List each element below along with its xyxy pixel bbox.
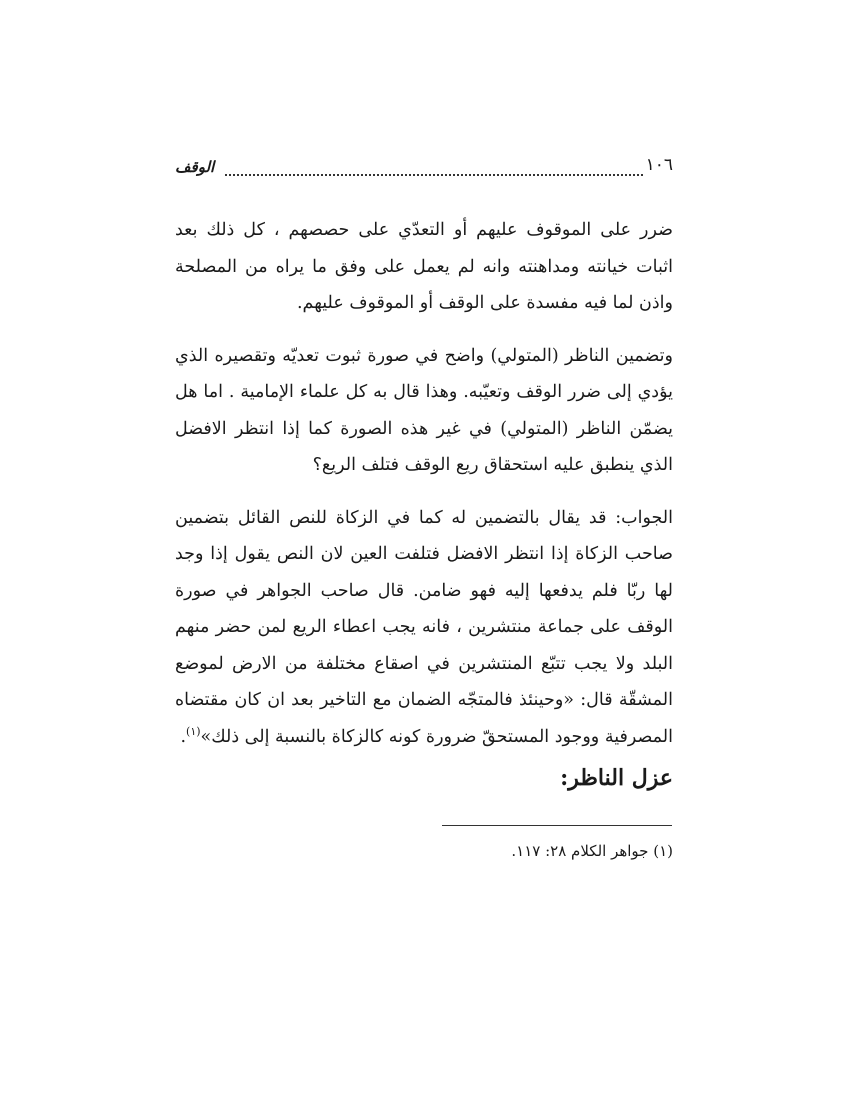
page-header [175, 155, 673, 185]
footnote-separator [442, 825, 672, 826]
paragraph-3 [175, 500, 673, 756]
footnote-1: (١) جواهر الكلام ٢٨: ١١٧. [511, 842, 673, 860]
paragraph-1: ضرر على الموقوف عليهم أو التعدّي على حصصهم ، كل ذلك بعد اثبات خيانته ومداهنته وانه لم يعمل على وفق ما يراه من المصلحة واذن لما فيه مفسدة على الوقف أو الموقوف عليهم. [175, 220, 673, 313]
paragraph-3-end: . [180, 726, 187, 747]
paragraph-2: وتضمين الناظر (المتولي) واضح في صورة ثبوت تعديّه وتقصيره الذي يؤدي إلى ضرر الوقف وتعيّبه. وهذا قال به كل علماء الإمامية . اما هل يضمّن الناظر (المتولي) في غير هذه الصورة كما إذا انتظر الافضل الذي ينطبق عليه استحقاق ريع الوقف فتلف الريع؟ [175, 345, 673, 475]
body-text [175, 212, 673, 771]
paragraph-3-text: الجواب: قد يقال بالتضمين له كما في الزكاة للنص القائل بتضمين صاحب الزكاة إذا انتظر الافضل فتلفت العين لان النص يقول إذا وجد لها ربّا فلم يدفعها إليه فهو ضامن. قال صاحب الجواهر في صورة الوقف على جماعة منتشرين ، فانه يجب اعطاء الريع لمن حضر منهم البلد ولا يجب تتبّع المنتشرين في اصقاع مختلفة من الارض لموضع المشقّة قال: «وحينئذ فالمتجّه الضمان مع التاخير بعد ان كان مقتضاه المصرفية ووجود المستحقّ ضرورة كونه كالزكاة بالنسبة إلى ذلك» [175, 507, 673, 747]
header-leader-dots [225, 174, 643, 176]
footnote-reference[interactable]: (١) [186, 724, 201, 738]
section-title: عزل الناظر: [560, 765, 673, 791]
page-number: ١٠٦ [645, 155, 673, 175]
running-title: الوقف [175, 158, 215, 176]
